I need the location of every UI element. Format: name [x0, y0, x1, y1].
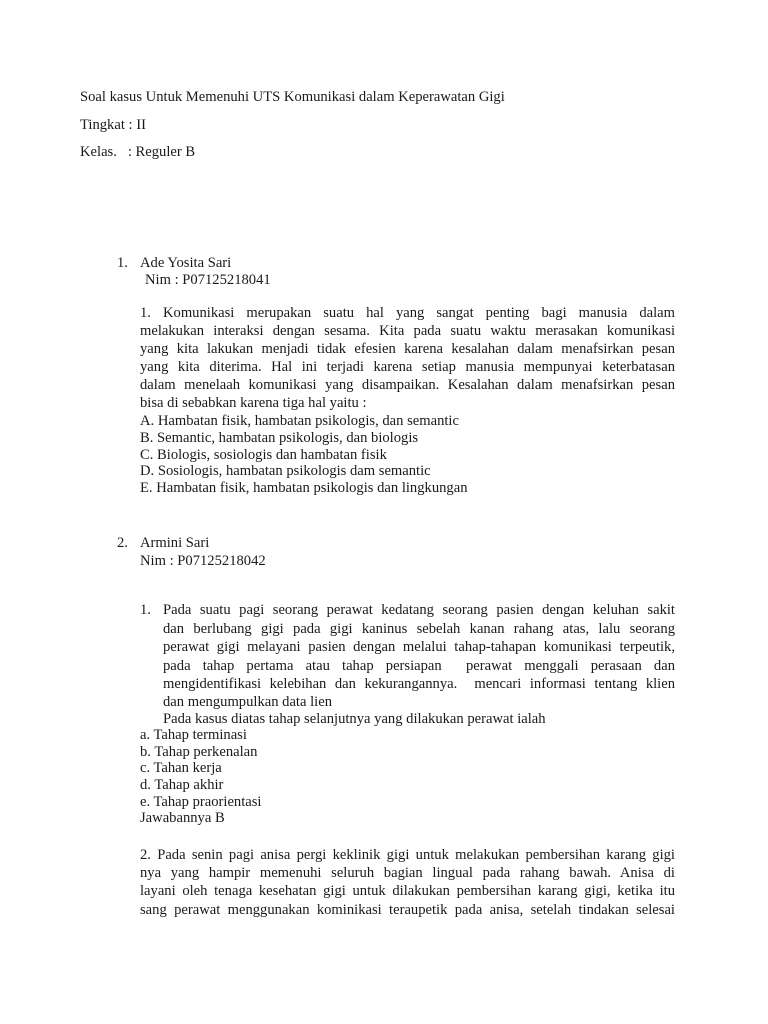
student-number: 2. — [117, 535, 128, 551]
answer-option: C. Biologis, sosiologis dan hambatan fisik — [140, 447, 387, 463]
question-line: bisa di sebabkan karena tiga hal yaitu : — [140, 395, 367, 411]
student-name: Ade Yosita Sari — [140, 255, 232, 271]
student-name: Armini Sari — [140, 535, 210, 551]
answer-option: A. Hambatan fisik, hambatan psikologis, dan semantic — [140, 413, 459, 429]
question-line: dalam menelaah komunikasi yang disampaikan. Kesalahan dalam menafsirkan pesan — [140, 377, 675, 393]
student-nim: Nim : P07125218042 — [140, 553, 266, 569]
answer-option: b. Tahap perkenalan — [140, 744, 258, 760]
question-line: pada tahap pertama atau tahap persiapan perawat menggali perasaan dan — [163, 658, 675, 674]
document-title: Soal kasus Untuk Memenuhi UTS Komunikasi dalam Keperawatan Gigi — [80, 89, 505, 105]
question-line: yang kita diterima. Hal ini terjadi karena setiap manusia mempunyai keterbatasan — [140, 359, 675, 375]
answer-option: E. Hambatan fisik, hambatan psikologis dan lingkungan — [140, 480, 468, 496]
question-line: melakukan interaksi dengan sesama. Kita pada suatu waktu merasakan komunikasi — [140, 323, 675, 339]
question-line: Pada suatu pagi seorang perawat kedatang seorang pasien dengan keluhan sakit — [163, 602, 675, 618]
question-line: sang perawat menggunakan kominikasi teraupetik pada anisa, setelah tindakan selesai — [140, 902, 675, 918]
answer-option: e. Tahap praorientasi — [140, 794, 262, 810]
question-line: Pada kasus diatas tahap selanjutnya yang dilakukan perawat ialah — [163, 711, 546, 727]
answer-option: B. Semantic, hambatan psikologis, dan biologis — [140, 430, 419, 446]
answer-key: Jawabannya B — [140, 810, 225, 826]
question-line: layani oleh tenaga kesehatan gigi untuk dilakukan pembersihan karang gigi, ketika itu — [140, 883, 675, 899]
question-line: dan berlubang gigi pada gigi kaninus sebelah kanan rahang atas, lalu seorang — [163, 621, 675, 637]
question-number: 1. — [140, 602, 151, 618]
question-line: perawat gigi melayani pasien dengan melalui tahap-tahapan komunikasi terpeutik, — [163, 639, 675, 655]
question-line: 1. Komunikasi merupakan suatu hal yang sangat penting bagi manusia dalam — [140, 305, 675, 321]
tingkat-line: Tingkat : II — [80, 117, 146, 133]
question-line: dan mengumpulkan data lien — [163, 694, 332, 710]
question-line: yang kita lakukan menjadi tidak efesien karena kesalahan dalam menafsirkan pesan — [140, 341, 675, 357]
student-nim: Nim : P07125218041 — [145, 272, 271, 288]
student-number: 1. — [117, 255, 128, 271]
question-line: nya yang hampir memenuhi seluruh bagian lingual pada rahang bawah. Anisa di — [140, 865, 675, 881]
answer-option: a. Tahap terminasi — [140, 727, 247, 743]
answer-option: D. Sosiologis, hambatan psikologis dam semantic — [140, 463, 431, 479]
kelas-line: Kelas. : Reguler B — [80, 144, 196, 160]
question-line: 2. Pada senin pagi anisa pergi keklinik gigi untuk melakukan pembersihan karang gigi — [140, 847, 675, 863]
answer-option: d. Tahap akhir — [140, 777, 224, 793]
question-line: mengidentifikasi kelebihan dan kekurangannya. mencari informasi tentang klien — [163, 676, 675, 692]
answer-option: c. Tahan kerja — [140, 760, 222, 776]
